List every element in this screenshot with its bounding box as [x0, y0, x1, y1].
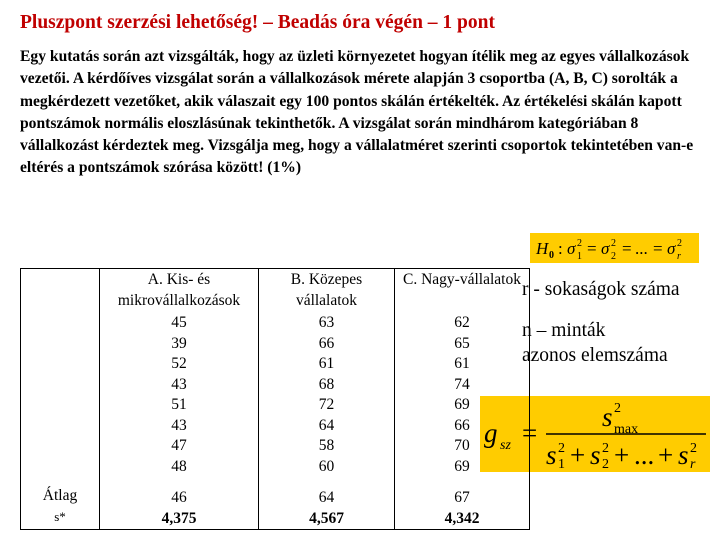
value-cell: 43	[171, 416, 187, 434]
value-cell: 61	[318, 355, 335, 372]
sd-c: 4,342	[444, 509, 480, 527]
value-cell: 64	[318, 416, 335, 434]
svg-text:max: max	[614, 422, 639, 437]
value-cell: 43	[171, 375, 187, 393]
column-c-values	[395, 313, 530, 486]
svg-text:+: +	[658, 440, 674, 470]
summary-c	[395, 486, 530, 530]
svg-text:2: 2	[558, 441, 565, 456]
value-cell: 48	[171, 457, 187, 475]
mean-c: 67	[454, 489, 470, 506]
value-cell: 70	[454, 437, 470, 454]
value-cell: 39	[171, 334, 187, 352]
svg-text:H: H	[536, 239, 549, 258]
svg-text:s: s	[590, 440, 601, 470]
header-c: C. Nagy-vállalatok	[395, 269, 530, 314]
svg-text:=: =	[522, 418, 538, 448]
value-cell: 47	[171, 437, 187, 454]
svg-text:...: ...	[634, 440, 655, 470]
svg-text:+: +	[570, 440, 586, 470]
value-cell: 51	[171, 396, 187, 413]
svg-text:+: +	[614, 440, 630, 470]
n-definition-line1: n – minták	[522, 320, 606, 341]
svg-text:2: 2	[611, 251, 616, 262]
svg-text:r: r	[690, 457, 696, 472]
value-cell: 60	[318, 457, 335, 475]
svg-text:2: 2	[690, 441, 697, 456]
svg-text:2: 2	[677, 238, 682, 249]
data-table	[20, 268, 530, 530]
value-cell: 61	[454, 355, 470, 372]
svg-text:2: 2	[611, 238, 616, 249]
svg-text:1: 1	[558, 457, 565, 472]
svg-text:σ: σ	[667, 239, 676, 258]
n-definition	[522, 318, 668, 368]
svg-text:2: 2	[602, 441, 609, 456]
svg-text:s: s	[546, 440, 557, 470]
svg-text:s: s	[602, 402, 613, 432]
svg-text:0: 0	[549, 250, 554, 261]
svg-text:2: 2	[614, 401, 621, 416]
value-cell: 66	[318, 334, 335, 352]
value-cell: 58	[318, 437, 335, 454]
value-cell: 69	[454, 396, 470, 413]
mean-a: 46	[171, 489, 187, 506]
value-cell: 74	[454, 375, 470, 393]
svg-text:σ: σ	[601, 239, 610, 258]
value-cell: 63	[318, 314, 335, 331]
sd-b: 4,567	[309, 509, 344, 527]
row-label-column	[21, 269, 100, 530]
value-cell: 72	[318, 396, 335, 413]
value-cell: 45	[171, 314, 187, 331]
value-cell: 65	[454, 334, 470, 352]
column-b-values	[259, 313, 395, 486]
value-cell: 69	[454, 457, 470, 475]
svg-text::: :	[558, 239, 563, 258]
value-cell: 66	[454, 416, 470, 434]
svg-text:2: 2	[577, 238, 582, 249]
value-cell: 52	[171, 355, 187, 372]
r-definition: r - sokaságok száma	[522, 279, 680, 300]
svg-text:=: =	[587, 239, 597, 258]
svg-text:=: =	[653, 239, 663, 258]
svg-text:=: =	[622, 239, 632, 258]
value-cell: 68	[318, 375, 335, 393]
problem-paragraph: Egy kutatás során azt vizsgálták, hogy az üzleti környezetet hogyan ítélik meg az egyes vállalkozások vezetői. A kérdőíves vizsgálat során a vállalkozások mérete alapján 3 csoportba (A, B, C) sorolták a megkérdezett vezetőket, akik válaszait egy 100 pontos skálán értékelték. Az értékelési skálán kapott pontszámok normális eloszlásúnak tekinthetők. A vizsgálat során mindhárom kategóriában 8 vállalkozást kérdeztek meg. Vizsgálja meg, hogy a vállalatméret szerinti csoportok tekintetében van-e eltérés a pontszámok szórása között! (1%)	[20, 48, 694, 177]
svg-text:g: g	[484, 418, 498, 448]
svg-text:r: r	[677, 251, 681, 262]
svg-text:2: 2	[602, 457, 609, 472]
svg-text:1: 1	[577, 251, 582, 262]
n-definition-line2: azonos elemszáma	[522, 345, 668, 366]
sd-a: 4,375	[161, 509, 197, 527]
mean-label: Átlag	[42, 487, 78, 504]
column-a-values	[100, 313, 259, 486]
svg-text:...: ...	[635, 239, 648, 258]
summary-b	[259, 486, 395, 530]
value-cell: 62	[454, 314, 470, 331]
sd-label: s*	[54, 508, 66, 524]
svg-text:sz: sz	[500, 438, 511, 453]
header-b: B. Közepes vállalatok	[259, 269, 395, 314]
summary-a	[100, 486, 259, 530]
svg-text:σ: σ	[567, 239, 576, 258]
h0-formula-box	[530, 233, 699, 263]
svg-text:s: s	[678, 440, 689, 470]
slide-title: Pluszpont szerzési lehetőség! – Beadás óra végén – 1 pont	[20, 12, 495, 33]
header-a: A. Kis- és mikrovállalkozások	[100, 269, 259, 314]
h0-formula	[530, 233, 699, 263]
mean-b: 64	[318, 489, 335, 506]
